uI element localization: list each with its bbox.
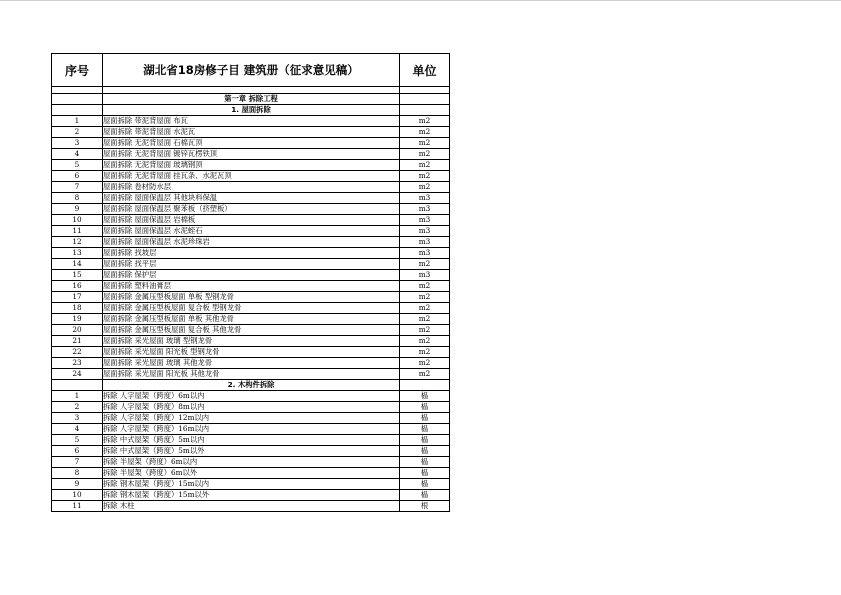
item-unit: 榀 [400, 413, 450, 424]
item-number: 8 [52, 193, 103, 204]
item-unit: m2 [400, 171, 450, 182]
table-row [52, 193, 450, 204]
item-unit: 根 [400, 501, 450, 512]
item-unit: m2 [400, 325, 450, 336]
item-unit: m2 [400, 149, 450, 160]
item-unit: m2 [400, 358, 450, 369]
item-number: 19 [52, 314, 103, 325]
table-body [52, 87, 450, 512]
item-name: 拆除 人字屋架（跨度）6m以内 [103, 391, 400, 402]
table-row [52, 490, 450, 501]
item-number: 1 [52, 391, 103, 402]
table-row [52, 501, 450, 512]
item-number: 18 [52, 303, 103, 314]
item-number: 7 [52, 182, 103, 193]
item-unit: m3 [400, 193, 450, 204]
table-row [52, 479, 450, 490]
chapter-row [52, 94, 450, 105]
spacer-row [52, 87, 450, 94]
item-number: 5 [52, 160, 103, 171]
table-row [52, 237, 450, 248]
table-row [52, 314, 450, 325]
item-name: 屋面拆除 采光屋面 玻璃 型钢龙骨 [103, 336, 400, 347]
item-name: 屋面拆除 屋面保温层 水泥珍珠岩 [103, 237, 400, 248]
item-number: 5 [52, 435, 103, 446]
item-number: 11 [52, 501, 103, 512]
item-unit: 榀 [400, 479, 450, 490]
item-unit: m2 [400, 160, 450, 171]
item-number: 24 [52, 369, 103, 380]
item-unit: m2 [400, 347, 450, 358]
item-name: 屋面拆除 屋面保温层 岩棉板 [103, 215, 400, 226]
item-unit: 榀 [400, 446, 450, 457]
item-unit: 榀 [400, 424, 450, 435]
table-row [52, 303, 450, 314]
item-name: 屋面拆除 找平层 [103, 259, 400, 270]
table-row [52, 336, 450, 347]
table-row [52, 149, 450, 160]
item-name: 屋面拆除 无泥背屋面 石棉瓦顶 [103, 138, 400, 149]
item-number: 4 [52, 424, 103, 435]
item-number: 10 [52, 215, 103, 226]
chapter-title: 第一章 拆除工程 [103, 94, 400, 105]
header-unit: 单位 [400, 54, 450, 87]
table-row [52, 402, 450, 413]
item-name: 屋面拆除 采光屋面 阳光板 型钢龙骨 [103, 347, 400, 358]
table-row [52, 138, 450, 149]
item-number: 14 [52, 259, 103, 270]
item-name: 屋面拆除 金属压型板屋面 单板 型钢龙骨 [103, 292, 400, 303]
item-name: 拆除 木柱 [103, 501, 400, 512]
item-number: 2 [52, 402, 103, 413]
item-number: 4 [52, 149, 103, 160]
table-row [52, 446, 450, 457]
table-row [52, 468, 450, 479]
item-name: 拆除 中式屋架（跨度）5m以外 [103, 446, 400, 457]
table-row [52, 215, 450, 226]
table-row [52, 127, 450, 138]
table-row [52, 325, 450, 336]
section-title: 1. 屋面拆除 [103, 105, 400, 116]
item-number: 20 [52, 325, 103, 336]
item-number: 3 [52, 413, 103, 424]
table-row [52, 182, 450, 193]
item-number: 6 [52, 446, 103, 457]
table-row [52, 160, 450, 171]
item-number: 9 [52, 479, 103, 490]
item-name: 屋面拆除 采光屋面 玻璃 其他龙骨 [103, 358, 400, 369]
table-row [52, 347, 450, 358]
table-row [52, 226, 450, 237]
table-row [52, 292, 450, 303]
item-unit: m3 [400, 226, 450, 237]
item-name: 屋面拆除 金属压型板屋面 复合板 其他龙骨 [103, 325, 400, 336]
table-row [52, 204, 450, 215]
item-unit: m2 [400, 336, 450, 347]
header-no: 序号 [52, 54, 103, 87]
table-row [52, 369, 450, 380]
table-row [52, 424, 450, 435]
item-name: 屋面拆除 屋面保温层 聚苯板（挤塑板） [103, 204, 400, 215]
item-number: 3 [52, 138, 103, 149]
item-number: 15 [52, 270, 103, 281]
item-unit: m2 [400, 182, 450, 193]
section-row [52, 105, 450, 116]
item-name: 屋面拆除 无泥背屋面 挂瓦条、水泥瓦顶 [103, 171, 400, 182]
item-unit: m2 [400, 281, 450, 292]
item-name: 屋面拆除 金属压型板屋面 单板 其他龙骨 [103, 314, 400, 325]
item-name: 屋面拆除 采光屋面 阳光板 其他龙骨 [103, 369, 400, 380]
item-number: 21 [52, 336, 103, 347]
item-unit: m3 [400, 248, 450, 259]
item-name: 拆除 钢木屋架（跨度）15m以内 [103, 479, 400, 490]
item-name: 屋面拆除 无泥背屋面 玻璃钢顶 [103, 160, 400, 171]
table-row [52, 248, 450, 259]
item-unit: 榀 [400, 402, 450, 413]
item-name: 屋面拆除 带泥背屋面 布瓦 [103, 116, 400, 127]
item-name: 拆除 半屋架（跨度）6m以外 [103, 468, 400, 479]
item-unit: 榀 [400, 435, 450, 446]
header-title: 湖北省18房修子目 建筑册（征求意见稿） [103, 54, 400, 87]
item-unit: m3 [400, 237, 450, 248]
table-row [52, 358, 450, 369]
item-number: 7 [52, 457, 103, 468]
item-name: 屋面拆除 屋面保温层 其他块料保温 [103, 193, 400, 204]
item-number: 8 [52, 468, 103, 479]
item-name: 屋面拆除 金属压型板屋面 复合板 型钢龙骨 [103, 303, 400, 314]
item-name: 拆除 人字屋架（跨度）8m以内 [103, 402, 400, 413]
item-unit: 榀 [400, 457, 450, 468]
table-row [52, 413, 450, 424]
table-row [52, 270, 450, 281]
item-name: 拆除 半屋架（跨度）6m以内 [103, 457, 400, 468]
item-name: 屋面拆除 找坡层 [103, 248, 400, 259]
item-name: 屋面拆除 屋面保温层 水泥蛭石 [103, 226, 400, 237]
table-row [52, 281, 450, 292]
page-top-rule [0, 0, 841, 1]
item-unit: m2 [400, 314, 450, 325]
item-number: 22 [52, 347, 103, 358]
item-unit: m2 [400, 303, 450, 314]
section-row [52, 380, 450, 391]
item-number: 1 [52, 116, 103, 127]
item-unit: m3 [400, 215, 450, 226]
item-number: 2 [52, 127, 103, 138]
item-name: 拆除 人字屋架（跨度）16m以内 [103, 424, 400, 435]
table-row [52, 435, 450, 446]
item-unit: m2 [400, 292, 450, 303]
item-number: 16 [52, 281, 103, 292]
item-name: 屋面拆除 塑料油膏层 [103, 281, 400, 292]
table-row [52, 457, 450, 468]
item-number: 13 [52, 248, 103, 259]
item-number: 11 [52, 226, 103, 237]
table-row [52, 391, 450, 402]
item-unit: m2 [400, 116, 450, 127]
item-number: 9 [52, 204, 103, 215]
quota-table [51, 53, 450, 512]
item-unit: m3 [400, 204, 450, 215]
header-row [52, 54, 450, 87]
item-number: 23 [52, 358, 103, 369]
item-unit: m2 [400, 369, 450, 380]
item-unit: 榀 [400, 468, 450, 479]
item-unit: m2 [400, 259, 450, 270]
item-name: 屋面拆除 保护层 [103, 270, 400, 281]
table-row [52, 259, 450, 270]
item-unit: 榀 [400, 391, 450, 402]
item-name: 拆除 钢木屋架（跨度）15m以外 [103, 490, 400, 501]
item-name: 拆除 人字屋架（跨度）12m以内 [103, 413, 400, 424]
item-unit: m2 [400, 127, 450, 138]
item-number: 17 [52, 292, 103, 303]
item-unit: m2 [400, 138, 450, 149]
item-number: 12 [52, 237, 103, 248]
table-row [52, 116, 450, 127]
item-unit: m3 [400, 270, 450, 281]
item-name: 屋面拆除 无泥背屋面 镀锌瓦楞铁顶 [103, 149, 400, 160]
item-name: 拆除 中式屋架（跨度）5m以内 [103, 435, 400, 446]
item-number: 6 [52, 171, 103, 182]
table-row [52, 171, 450, 182]
item-unit: 榀 [400, 490, 450, 501]
item-name: 屋面拆除 卷材防水层 [103, 182, 400, 193]
item-number: 10 [52, 490, 103, 501]
item-name: 屋面拆除 带泥背屋面 水泥瓦 [103, 127, 400, 138]
section-title: 2. 木构件拆除 [103, 380, 400, 391]
